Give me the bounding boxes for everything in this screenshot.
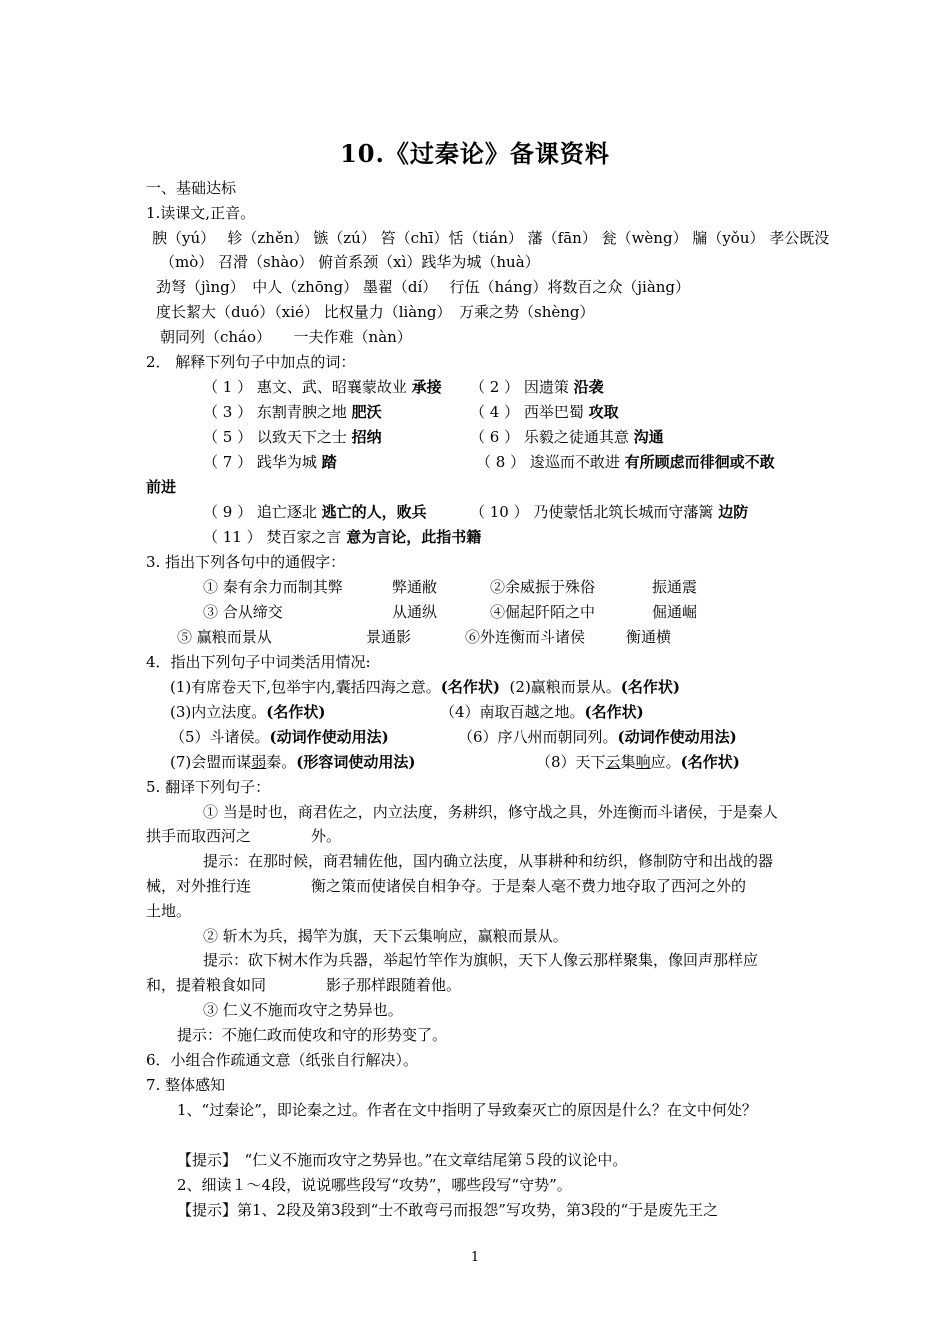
q7-question: 2、细读１～4段，说说哪些段写“攻势”，哪些段写“守势”。 (177, 1176, 572, 1194)
q4-item: (3)内立法度。(名作状) (170, 703, 326, 721)
q3-title: 3. 指出下列各句中的通假字： (146, 553, 346, 571)
q2-item-cont: 前进 (146, 478, 177, 496)
q5-hint-cont: 和，提着粮食如同 影子那样跟随着他。 (146, 976, 462, 994)
q7-question: 1、“过秦论”，即论秦之过。作者在文中指明了导致秦灭亡的原因是什么？在文中何处？ (177, 1101, 757, 1119)
q5-hint: 提示：不施仁政而使攻和守的形势变了。 (177, 1026, 448, 1044)
q2-item: （ 9 ） 追亡逐北 逃亡的人，败兵 (203, 503, 427, 521)
q4-item: （4）南取百越之地。(名作状) (440, 703, 644, 721)
q4-item: （5）斗诸侯。(动词作使动用法) (170, 728, 389, 746)
q3-answer: 弊通敝 (392, 578, 438, 596)
document-title: 10.《过秦论》备课资料 (340, 139, 610, 168)
q1-title: 1.读课文,正音。 (146, 204, 256, 222)
section-heading: 一、基础达标 (146, 179, 237, 197)
q7-hint: 【提示】第1、2段及第3段到“士不敢弯弓而报怨”写攻势，第3段的“于是废先王之 (177, 1201, 719, 1219)
q2-item: （ 11 ） 焚百家之言 意为言论，此指书籍 (203, 528, 482, 546)
q3-answer: 从通纵 (392, 603, 438, 621)
q3-answer: 振通震 (652, 578, 698, 596)
q2-item: （ 7 ） 践华为城 踏 (203, 453, 337, 471)
q6-title: 6．小组合作疏通文意（纸张自行解决）。 (146, 1051, 419, 1069)
q3-item: ⑥外连衡而斗诸侯 (465, 628, 586, 646)
q2-item: （ 8 ） 逡巡而不敢进 有所顾虑而徘徊或不敢 (476, 453, 775, 471)
q5-sentence: ③ 仁义不施而攻守之势异也。 (203, 1001, 403, 1019)
q2-item: （ 4 ） 西举巴蜀 攻取 (470, 403, 619, 421)
q3-item: ① 秦有余力而制其弊 (203, 578, 343, 596)
q5-sentence: ① 当是时也，商君佐之，内立法度，务耕织，修守战之具，外连衡而斗诸侯，于是秦人 (203, 803, 778, 821)
q3-item: ④倔起阡陌之中 (490, 603, 596, 621)
q4-item: （8）天下云集响应。(名作状) (536, 753, 740, 771)
q5-hint: 提示：砍下树木作为兵器，举起竹竿作为旗帜，天下人像云那样聚集，像回声那样应 (203, 951, 759, 969)
q5-hint-cont: 土地。 (146, 902, 192, 920)
q4-item: (1)有席卷天下,包举宇内,囊括四海之意。(名作状) (2)赢粮而景从。(名作状) (170, 678, 680, 696)
pinyin-line: 朝同列（cháo） 一夫作难（nàn） (160, 328, 412, 346)
q2-item: （ 3 ） 东割青腴之地 肥沃 (203, 403, 382, 421)
q3-item: ②余威振于殊俗 (490, 578, 596, 596)
q3-answer: 景通影 (366, 628, 412, 646)
q5-sentence: ② 斩木为兵，揭竿为旗，天下云集响应，赢粮而景从。 (203, 927, 568, 945)
q3-item: ⑤ 赢粮而景从 (177, 628, 272, 646)
q2-item: （ 6 ） 乐毅之徒通其意 沟通 (470, 428, 664, 446)
q2-title: 2． 解释下列句子中加点的词： (146, 353, 356, 371)
q5-hint: 提示：在那时候，商君辅佐他，国内确立法度，从事耕种和纺织，修制防守和出战的器 (203, 852, 774, 870)
q2-item: （ 5 ） 以致天下之士 招纳 (203, 428, 382, 446)
pinyin-line: （mò） 召滑（shào） 俯首系颈（xì）践华为城（huà） (160, 253, 540, 271)
q2-item: （ 1 ） 惠文、武、昭襄蒙故业 承接 (203, 378, 442, 396)
page-number: 1 (470, 1250, 480, 1265)
q2-item: （ 2 ） 因遗策 沿袭 (470, 378, 604, 396)
q5-sentence-cont: 拱手而取西河之 外。 (146, 827, 342, 845)
q4-item: (7)会盟而谋弱秦。(形容词使动用法) (170, 753, 416, 771)
pinyin-line: 度长絜大（duó）（xié） 比权量力（liàng） 万乘之势（shèng） (156, 303, 595, 321)
q7-hint: 【提示】 “仁义不施而攻守之势异也。”在文章结尾第５段的议论中。 (177, 1151, 628, 1169)
q3-answer: 倔通崛 (652, 603, 698, 621)
q2-item: （ 10 ） 乃使蒙恬北筑长城而守藩篱 边防 (470, 503, 749, 521)
q7-title: 7. 整体感知 (146, 1076, 226, 1094)
q5-hint-cont: 械，对外推行连 衡之策而使诸侯自相争夺。于是秦人毫不费力地夺取了西河之外的 (146, 877, 747, 895)
q3-item: ③ 合从缔交 (203, 603, 283, 621)
q4-item: （6）序八州而朝同列。(动词作使动用法) (458, 728, 737, 746)
pinyin-line: 劲弩（jìng） 中人（zhōng） 墨翟（dí） 行伍（háng）将数百之众（jiàng） (156, 278, 691, 296)
q4-title: 4．指出下列句子中词类活用情况: (146, 653, 371, 671)
q5-title: 5. 翻译下列句子： (146, 778, 271, 796)
pinyin-line: 腴（yú） 轸（zhěn） 镞（zú） 笞（chī）恬（tián） 藩（fān） 瓮（wèng） 牖（yǒu） 孝公既没 (152, 229, 830, 247)
q3-answer: 衡通横 (626, 628, 672, 646)
